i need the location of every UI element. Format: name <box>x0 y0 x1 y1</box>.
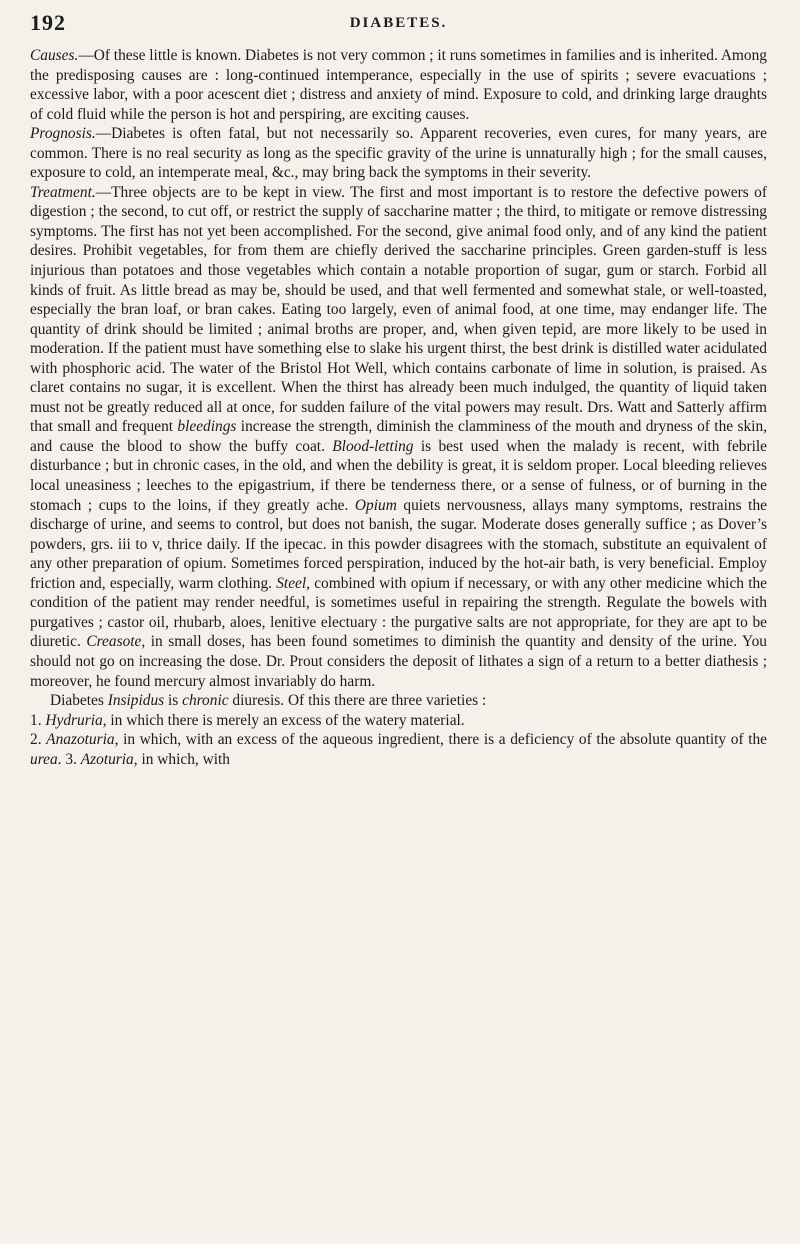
variety-3-name: Azoturia <box>80 750 134 768</box>
paragraph-causes <box>30 46 767 124</box>
heading-treatment: Treatment. <box>30 183 96 201</box>
variety-1-text: , in which there is merely an excess of the watery material. <box>102 711 465 729</box>
term-steel: Steel <box>276 574 307 592</box>
text-treatment-2: increase the strength, diminish the clamminess of the mouth and dryness of the skin, and cause the blood to show the buffy coat. <box>30 418 767 455</box>
term-bleedings: bleedings <box>177 418 237 436</box>
variety-1-name: Hydruria <box>45 711 103 729</box>
variety-2-end: . <box>57 750 66 768</box>
text-insipidus-3: diuresis. Of this there are three varieties : <box>228 692 487 710</box>
text-insipidus-1: Diabetes <box>50 692 108 710</box>
text-treatment-6: , in small doses, has been found sometimes to diminish the quantity and density of the urine. You should not go on increasing the dose. Dr. Prout considers the deposit of lithates a sign of a return to a better diathesis ; moreover, he found mercury almost invariably do harm. <box>30 633 767 690</box>
page-number: 192 <box>30 10 66 35</box>
variety-3-number: 3. <box>65 750 81 768</box>
variety-2-text: , in which, with an excess of the aqueous ingredient, there is a deficiency of the absolute quantity of the <box>114 731 767 749</box>
heading-prognosis: Prognosis. <box>30 125 96 143</box>
variety-2-number: 2. <box>30 731 47 749</box>
variety-2-name: Anazoturia <box>46 731 115 749</box>
text-treatment-3: is best used when the malady is recent, with febrile disturbance ; but in chronic cases, in the old, and when the debility is great, it is seldom proper. Local bleeding relieves local uneasiness ; leeches to the epigastrium, if there be tenderness there, or a sense of fulness, or of burning in the stomach ; cups to the loins, if they greatly ache. <box>30 437 767 514</box>
body-text <box>30 46 767 769</box>
term-blood-letting: Blood-letting <box>332 437 414 455</box>
text-causes: —Of these little is known. Diabetes is not very common ; it runs sometimes in families and is inherited. Among the predisposing causes are : long-continued intemperance, especially in the use of spirits ; severe evacuations ; excessive labor, with a poor acescent diet ; distress and anxiety of mind. Exposure to cold, and drinking large draughts of cold fluid while the person is hot and perspiring, are exciting causes. <box>30 47 767 123</box>
text-prognosis: —Diabetes is often fatal, but not necessarily so. Apparent recoveries, even cures, for many years, are common. There is no real security as long as the specific gravity of the urine is unnaturally high ; for the small causes, exposure to cold, an intemperate meal, &c., may bring back the symptoms in their severity. <box>30 125 767 182</box>
term-creasote: Creasote <box>86 633 142 651</box>
text-treatment-1: —Three objects are to be kept in view. The first and most important is to restore the defective powers of digestion ; the second, to cut off, or restrict the supply of saccharine matter ; the third, to mitigate or remove distressing symptoms. The first has not yet been accomplished. For the second, give animal food only, and of any kind the patient desires. Prohibit vegetables, for from them are chiefly derived the saccharine principles. Green garden-stuff is less injurious than potatoes and those vegetables which contain a notable proportion of sugar, gum or starch. Forbid all kinds of fruit. As little bread as may be, should be used, and that well fermented and somewhat stale, or well-toasted, especially the bran loaf, or bran cakes. Eating too largely, even of animal food, at one time, may endanger life. The quantity of drink should be limited ; animal broths are proper, and, when given tepid, are more likely to be used in moderation. If the patient must have something else to slake his urgent thirst, the best drink is distilled water acidulated with phosphoric acid. The water of the Bristol Hot Well, which contains carbonate of lime in solution, is praised. As claret contains no sugar, it is excellent. When the thirst has already been much indulged, the quantity of liquid taken must not be greatly reduced all at once, for sudden failure of the vital powers may result. Drs. Watt and Satterly affirm that small and frequent <box>30 183 767 436</box>
heading-causes: Causes. <box>30 47 79 64</box>
term-chronic: chronic <box>182 692 229 710</box>
paragraph-insipidus <box>30 691 767 711</box>
paragraph-treatment <box>30 183 767 691</box>
term-insipidus: Insipidus <box>107 692 165 710</box>
term-opium: Opium <box>354 496 397 514</box>
variety-1-number: 1. <box>30 711 46 729</box>
paragraph-varieties <box>30 711 767 770</box>
variety-3-text: , in which, with <box>133 750 230 768</box>
text-treatment-5: , combined with opium if necessary, or with any other medicine which the condition of the patient may render needful, is sometimes useful in repairing the strength. Regulate the bowels with purgatives ; castor oil, rhubarb, aloes, lenitive electuary : the purgative salts are not appropriate, for they are apt to be diuretic. <box>30 574 767 651</box>
term-urea: urea <box>30 750 58 768</box>
paragraph-prognosis <box>30 124 767 183</box>
text-treatment-4: quiets nervousness, allays many symptoms, restrains the discharge of urine, and seems to control, but does not banish, the sugar. Moderate doses generally suffice ; as Dover’s powders, grs. iii to v, thrice daily. If the ipecac. in this powder disagrees with the stomach, substitute an equivalent of any other preparation of opium. Sometimes forced perspiration, induced by the hot-air bath, is very beneficial. Employ friction and, especially, warm clothing. <box>30 496 767 592</box>
text-insipidus-2: is <box>164 692 183 710</box>
running-head <box>30 10 767 38</box>
running-title: DIABETES. <box>349 15 448 31</box>
